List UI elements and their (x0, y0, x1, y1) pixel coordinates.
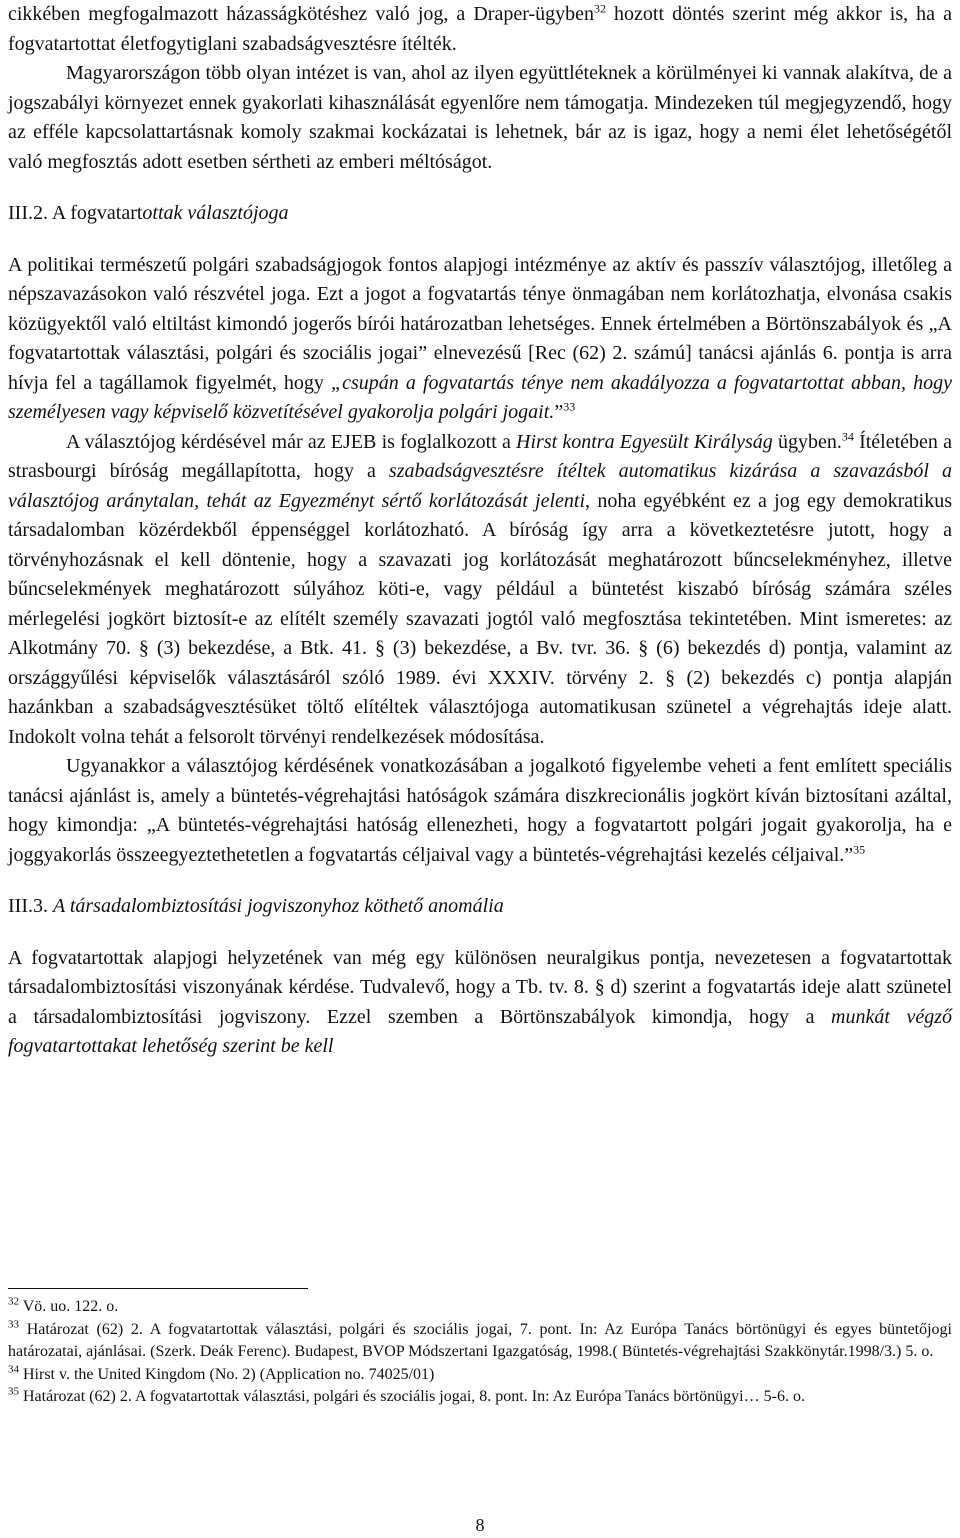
paragraph-6 (8, 944, 952, 1062)
paragraph-1 (8, 0, 952, 59)
footnote-number: 32 (8, 1295, 19, 1308)
quote-italic: „csupán a fogvatartás ténye nem akadályozza a fogvatartottat abban, hogy személyesen vagy képviselő közvetítésével gyakorolja polgári jogait. (8, 371, 952, 423)
quote-close: ” (554, 401, 564, 423)
section-heading-III-2 (8, 199, 952, 229)
page-number: 8 (475, 1515, 485, 1535)
document-page (8, 0, 952, 1062)
footnote-text: Határozat (62) 2. A fogvatartottak választási, polgári és szociális jogai, 7. pont. In: Az Európa Tanács börtönügyi és egyes büntetőjogi határozatai, ajánlásai. (Szerk. Deák Ferenc). Budapest, BVOP Módszertani Igazgatóság, 1998.( Büntetés-végrehajtási Szakkönytár.1998/3.) 5. o. (8, 1320, 952, 1360)
footnote-text: Határozat (62) 2. A fogvatartottak választási, polgári és szociális jogai, 8. pont. In: Az Európa Tanács börtönügyi… 5-6. o. (19, 1388, 805, 1405)
paragraph-text: Ugyanakkor a választójog kérdésének vonatkozásában a jogalkotó figyelembe veheti a fent említett speciális tanácsi ajánlást is, amely a büntetés-végrehajtási hatóságok számára diszkrecionális jogkört kíván biztosítani azáltal, hogy kimondja: „A büntetés-végrehajtási hatóság ellenezheti, hogy a fogvatartott polgári jogait gyakorolja, ha e joggyakorlás összeegyeztethetetlen a fogvatartás céljaival vagy a büntetés-végrehajtási kezelés céljaival.” (8, 755, 952, 866)
footnote-ref-35[interactable]: 35 (853, 841, 866, 856)
section-heading-III-3 (8, 892, 952, 922)
paragraph-3 (8, 251, 952, 428)
footnote-35 (8, 1386, 952, 1409)
footnotes (8, 1296, 952, 1409)
footnote-34 (8, 1364, 952, 1387)
paragraph-5 (8, 752, 952, 870)
paragraph-text: A választójog kérdésével már az EJEB is foglalkozott a (66, 430, 517, 453)
heading-number: III.3. (8, 895, 53, 917)
footnote-number: 34 (8, 1363, 19, 1376)
heading-text: A fogvatart (51, 202, 143, 224)
quote-italic: szabadságvesztésre ítéltek automatikus kizárása a szavazásból a választójog aránytalan, tehát az Egyezményt sértő korlátozását jelenti (8, 460, 952, 512)
footnote-number: 33 (8, 1318, 19, 1331)
paragraph-4 (8, 428, 952, 753)
heading-number: III.2. (8, 202, 52, 224)
footnote-ref-34[interactable]: 34 (841, 428, 854, 443)
quote-italic: munkát végző fogvatartottakat lehetőség szerint be kell (8, 1005, 952, 1057)
footnote-separator (8, 1288, 308, 1289)
paragraph-text: Ítéletében a strasbourgi bíróság megállapította, hogy a (8, 430, 953, 482)
paragraph-text: cikkében megfogalmazott házasságkötéshez való jog, a Draper-ügyben (8, 3, 594, 25)
footnote-ref-33[interactable]: 33 (563, 399, 576, 414)
paragraph-2: Magyarországon több olyan intézet is van, ahol az ilyen együttléteknek a körülményei ki vannak alakítva, de a jogszabályi környezet ennek gyakorlati kihasználását egyenlőre nem támogatja. Mindezeken túl megjegyzendő, hogy az efféle kapcsolattartásnak komoly szakmai kockázatai is lehetnek, bár az is igaz, hogy a nemi élet lehetőségétől való megfosztás adott esetben sértheti az emberi méltóságot. (8, 62, 952, 173)
paragraph-text: ügyben. (772, 430, 842, 453)
footnote-33 (8, 1319, 952, 1364)
paragraph-text: A politikai természetű polgári szabadságjogok fontos alapjogi intézménye az aktív és passzív választójog, illetőleg a népszavazásokon való részvétel joga. Ezt a jogot a fogvatartás ténye önmagában nem korlátozhatja, elvonása csakis közügyektől való eltiltást kimondó jogerős bírói határozatban lehetséges. Ennek értelmében a Börtönszabályok és „A fogvatartottak választási, polgári és szociális jogai” elnevezésű [Rec (62) 2. számú] tanácsi ajánlás 6. pontja is arra hívja fel a tagállamok figyelmét, hogy (8, 253, 952, 394)
footnote-text: Vö. uo. 122. o. (19, 1298, 119, 1315)
paragraph-text: , noha egyébként ez a jog egy demokratikus társadalomban közérdekből éppenséggel korlátozható. A bíróság így arra a következtetésre jutott, hogy a törvényhozásnak el kell döntenie, hogy a szavazati jog korlátozását meghatározott bűncselekményhez, illetve bűncselekmények meghatározott súlyához köti-e, vagy például a büntetést kiszabó bíróság számára széles mérlegelési jogkört biztosít-e az elítélt személy szavazati jogtól való megfosztása tekintetében. Mint ismeretes: az Alkotmány 70. § (3) bekezdése, a Btk. 41. § (3) bekezdése, a Bv. tvr. 36. § (6) bekezdés d) pontja, valamint az országgyűlési képviselők választásáról szóló 1989. évi XXXIV. törvény 2. § (2) bekezdés c) pontja alapján hazánkban a szabadságvesztésüket töltő elítéltek választójoga automatikusan szünetel a végrehajtás ideje alatt. Indokolt volna tehát a felsorolt törvényi rendelkezések módosítása. (8, 489, 953, 748)
heading-text-italic: A társadalombiztosítási jogviszonyhoz köthető anomália (52, 895, 504, 917)
paragraph-text: hozott döntés szerint még akkor is, ha a fogvatartottat életfogytiglani szabadságvesztésre ítélték. (8, 3, 952, 55)
footnote-number: 35 (8, 1385, 19, 1398)
footnote-ref-32[interactable]: 32 (594, 1, 606, 16)
case-name-italic: Hirst kontra Egyesült Királyság (516, 430, 773, 453)
footnote-32 (8, 1296, 952, 1319)
heading-text-italic: ottak választójoga (142, 202, 289, 224)
footnote-text: Hirst v. the United Kingdom (No. 2) (Application no. 74025/01) (19, 1365, 435, 1383)
paragraph-text: A fogvatartottak alapjogi helyzetének van még egy különösen neuralgikus pontja, nevezetesen a fogvatartottak társadalombiztosítási viszonyának kérdése. Tudvalevő, hogy a Tb. tv. 8. § d) szerint a fogvatartás ideje alatt szünetel a társadalombiztosítási jogviszony. Ezzel szemben a Börtönszabályok kimondja, hogy a (8, 946, 952, 1028)
